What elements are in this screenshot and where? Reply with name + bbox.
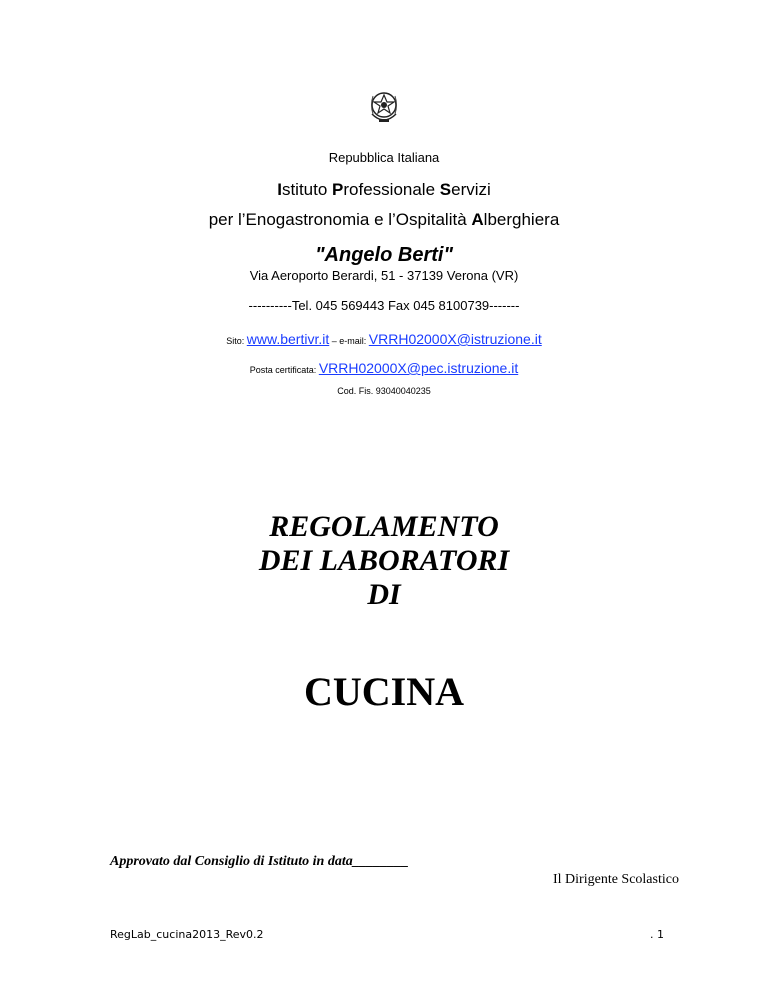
email-label: – e-mail: [331,336,367,346]
institute-name-line2: per l’Enogastronomia e l’Ospitalità Alberghiera [208,210,560,229]
email-link[interactable]: VRRH02000X@istruzione.it [368,331,542,347]
republic-label: Repubblica Italiana [328,150,440,165]
document-title [0,510,768,612]
site-label: Sito: [226,336,245,346]
fiscal-code: Cod. Fis. 93040040235 [337,386,431,396]
title-line-2: DEI LABORATORI [258,544,510,577]
site-email-line [0,331,768,347]
page-number: . 1 [650,928,664,941]
dirigente-label: Il Dirigente Scolastico [553,872,679,887]
pec-line [0,360,768,376]
document-subject: CUCINA [304,669,464,714]
institute-name-line1: Istituto Professionale Servizi [277,180,491,199]
document-id: RegLab_cucina2013_Rev0.2 [110,928,264,941]
italian-republic-emblem-icon [367,88,401,128]
title-line-1: REGOLAMENTO [269,510,499,543]
approval-line: Approvato dal Consiglio di Istituto in data________ [110,854,409,869]
phone-fax-line: ----------Tel. 045 569443 Fax 045 8100739------- [248,298,520,313]
pec-link[interactable]: VRRH02000X@pec.istruzione.it [318,360,519,376]
address: Via Aeroporto Berardi, 51 - 37139 Verona (VR) [249,268,519,283]
title-line-3: DI [367,578,401,611]
school-name: "Angelo Berti" [315,244,453,266]
pec-label: Posta certificata: [249,365,317,375]
site-link[interactable]: www.bertivr.it [246,331,330,347]
